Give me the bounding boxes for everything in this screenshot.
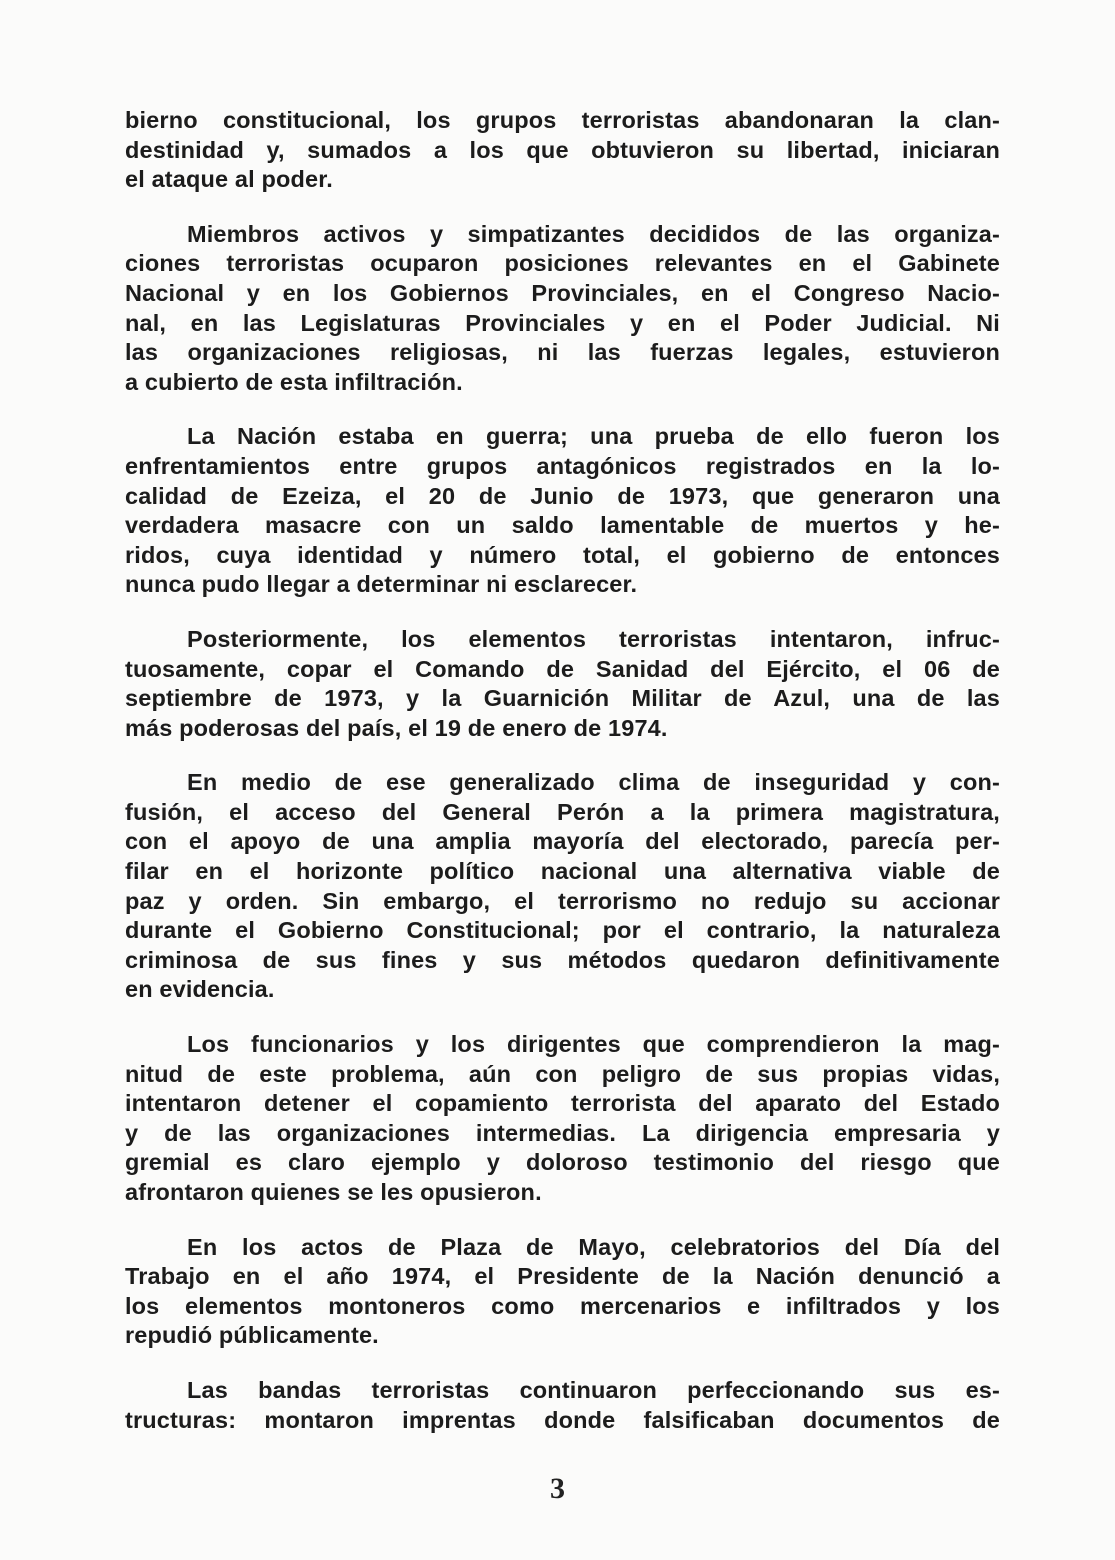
text-line: Nacional y en los Gobiernos Provinciales, en el Congreso Nacio-	[125, 279, 1000, 306]
text-line: ciones terroristas ocuparon posiciones relevantes en el Gabinete	[125, 250, 1000, 277]
text-line: bierno constitucional, los grupos terroristas abandonaran la clan-	[125, 107, 1000, 133]
text-line: nitud de este problema, aún con peligro de sus propias vidas,	[125, 1060, 1000, 1087]
paragraph	[125, 106, 1000, 195]
text-line: nunca pudo llegar a determinar ni esclarecer.	[125, 571, 638, 598]
text-line: fusión, el acceso del General Perón a la primera magistratura,	[125, 798, 1000, 825]
text-line: calidad de Ezeiza, el 20 de Junio de 1973, que generaron una	[125, 482, 1000, 509]
text-line: filar en el horizonte político nacional una alternativa viable de	[125, 858, 1000, 885]
paragraph	[125, 1233, 1000, 1351]
text-line: los elementos montoneros como mercenarios e infiltrados y los	[125, 1292, 1000, 1319]
text-line: en evidencia.	[125, 976, 275, 1003]
text-line: y de las organizaciones intermedias. La dirigencia empresaria y	[125, 1119, 1000, 1146]
paragraph	[125, 625, 1000, 743]
document-body	[125, 106, 1000, 1460]
text-line: La Nación estaba en guerra; una prueba de ello fueron los	[187, 423, 1000, 450]
text-line: septiembre de 1973, y la Guarnición Militar de Azul, una de las	[125, 685, 1000, 712]
text-line: Los funcionarios y los dirigentes que comprendieron la mag-	[187, 1031, 1000, 1058]
text-line: con el apoyo de una amplia mayoría del electorado, parecía per-	[125, 828, 1000, 855]
text-line: criminosa de sus fines y sus métodos quedaron definitivamente	[125, 946, 1000, 973]
text-line: paz y orden. Sin embargo, el terrorismo no redujo su accionar	[125, 887, 1000, 914]
text-line: durante el Gobierno Constitucional; por el contrario, la naturaleza	[125, 917, 1000, 944]
text-line: Posteriormente, los elementos terroristas intentaron, infruc-	[187, 625, 1000, 652]
paragraph	[125, 220, 1000, 398]
paragraph	[125, 768, 1000, 1005]
text-line: repudió públicamente.	[125, 1322, 379, 1349]
paragraph	[125, 422, 1000, 600]
text-line: afrontaron quienes se les opusieron.	[125, 1179, 542, 1205]
text-line: el ataque al poder.	[125, 166, 333, 193]
paragraph	[125, 1030, 1000, 1208]
text-line: tuosamente, copar el Comando de Sanidad del Ejército, el 06 de	[125, 655, 1000, 682]
text-line: destinidad y, sumados a los que obtuvieron su libertad, iniciaran	[125, 136, 1000, 163]
text-line: En los actos de Plaza de Mayo, celebratorios del Día del	[187, 1233, 1000, 1260]
text-line: enfrentamientos entre grupos antagónicos registrados en la lo-	[125, 452, 1000, 479]
text-line: nal, en las Legislaturas Provinciales y en el Poder Judicial. Ni	[125, 309, 1000, 336]
text-line: gremial es claro ejemplo y doloroso testimonio del riesgo que	[125, 1149, 1000, 1176]
paragraph	[125, 1376, 1000, 1435]
text-line: más poderosas del país, el 19 de enero de 1974.	[125, 714, 668, 741]
text-line: En medio de ese generalizado clima de inseguridad y con-	[187, 769, 1000, 796]
page-number: 3	[550, 1472, 565, 1505]
text-line: las organizaciones religiosas, ni las fuerzas legales, estuvieron	[125, 339, 1000, 366]
text-line: a cubierto de esta infiltración.	[125, 368, 463, 395]
text-line: verdadera masacre con un saldo lamentable de muertos y he-	[125, 512, 1000, 539]
text-line: Trabajo en el año 1974, el Presidente de la Nación denunció a	[125, 1263, 1000, 1290]
text-line: Miembros activos y simpatizantes decididos de las organiza-	[187, 220, 1000, 247]
text-line: ridos, cuya identidad y número total, el gobierno de entonces	[125, 541, 1000, 568]
text-line: Las bandas terroristas continuaron perfeccionando sus es-	[187, 1376, 1000, 1403]
text-line: tructuras: montaron imprentas donde falsificaban documentos de	[125, 1406, 1000, 1433]
text-line: intentaron detener el copamiento terrorista del aparato del Estado	[125, 1090, 1000, 1117]
